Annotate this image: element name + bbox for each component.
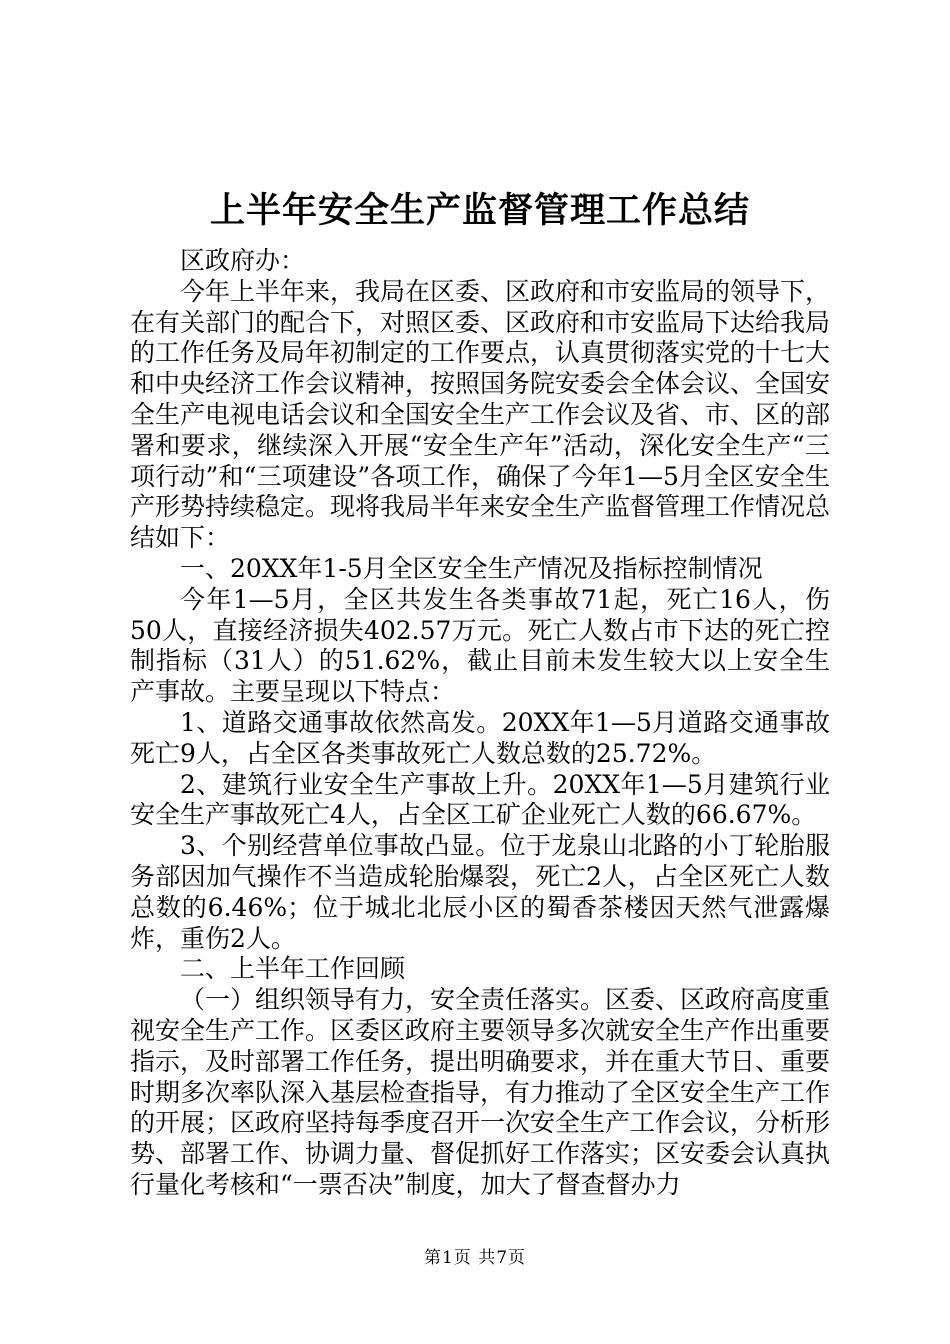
document-page	[130, 188, 830, 1201]
paragraph-point-3: 3、个别经营单位事故凸显。位于龙泉山北路的小丁轮胎服务部因加气操作不当造成轮胎爆裂，死亡2人，占全区死亡人数总数的6.46%；位于城北北辰小区的蜀香茶楼因天然气泄露爆炸，重伤2人。	[130, 831, 830, 953]
paragraph-point-1: 1、道路交通事故依然高发。20XX年1—5月道路交通事故死亡9人，占全区各类事故死亡人数总数的25.72%。	[130, 707, 830, 768]
document-title: 上半年安全生产监督管理工作总结	[209, 191, 750, 231]
paragraph-review-1: （一）组织领导有力，安全责任落实。区委、区政府高度重视安全生产工作。区委区政府主要领导多次就安全生产作出重要指示，及时部署工作任务，提出明确要求，并在重大节日、重要时期多次率队深入基层检查指导，有力推动了全区安全生产工作的开展；区政府坚持每季度召开一次安全生产工作会议，分析形势、部署工作、协调力量、督促抓好工作落实；区安委会认真执行量化考核和“一票否决”制度，加大了督查督办力	[130, 985, 831, 1199]
page-number-footer: 第1页 共7页	[423, 1248, 527, 1268]
paragraph-point-2: 2、建筑行业安全生产事故上升。20XX年1—5月建筑行业安全生产事故死亡4人，占全区工矿企业死亡人数的66.67%。	[130, 769, 830, 830]
section-heading-2: 二、上半年工作回顾	[180, 954, 406, 984]
section-heading-1: 一、20XX年1-5月全区安全生产情况及指标控制情况	[180, 553, 763, 583]
intro-paragraph: 今年上半年来，我局在区委、区政府和市安监局的领导下，在有关部门的配合下，对照区委、区政府和市安监局下达给我局的工作任务及局年初制定的工作要点，认真贯彻落实党的十七大和中央经济工作会议精神，按照国务院安委会全体会议、全国安全生产电视电话会议和全国安全生产工作会议及省、市、区的部署和要求，继续深入开展“安全生产年”活动，深化安全生产“三项行动”和“三项建设”各项工作，确保了今年1—5月全区安全生产形势持续稳定。现将我局半年来安全生产监督管理工作情况总结如下：	[130, 276, 831, 553]
document-body	[130, 246, 830, 1201]
salutation: 区政府办：	[180, 246, 306, 275]
paragraph-statistics: 今年1—5月，全区共发生各类事故71起，死亡16人，伤50人，直接经济损失402.57万元。死亡人数占市下达的死亡控制指标（31人）的51.62%，截止目前未发生较大以上安全生产事故。主要呈现以下特点：	[130, 584, 830, 707]
